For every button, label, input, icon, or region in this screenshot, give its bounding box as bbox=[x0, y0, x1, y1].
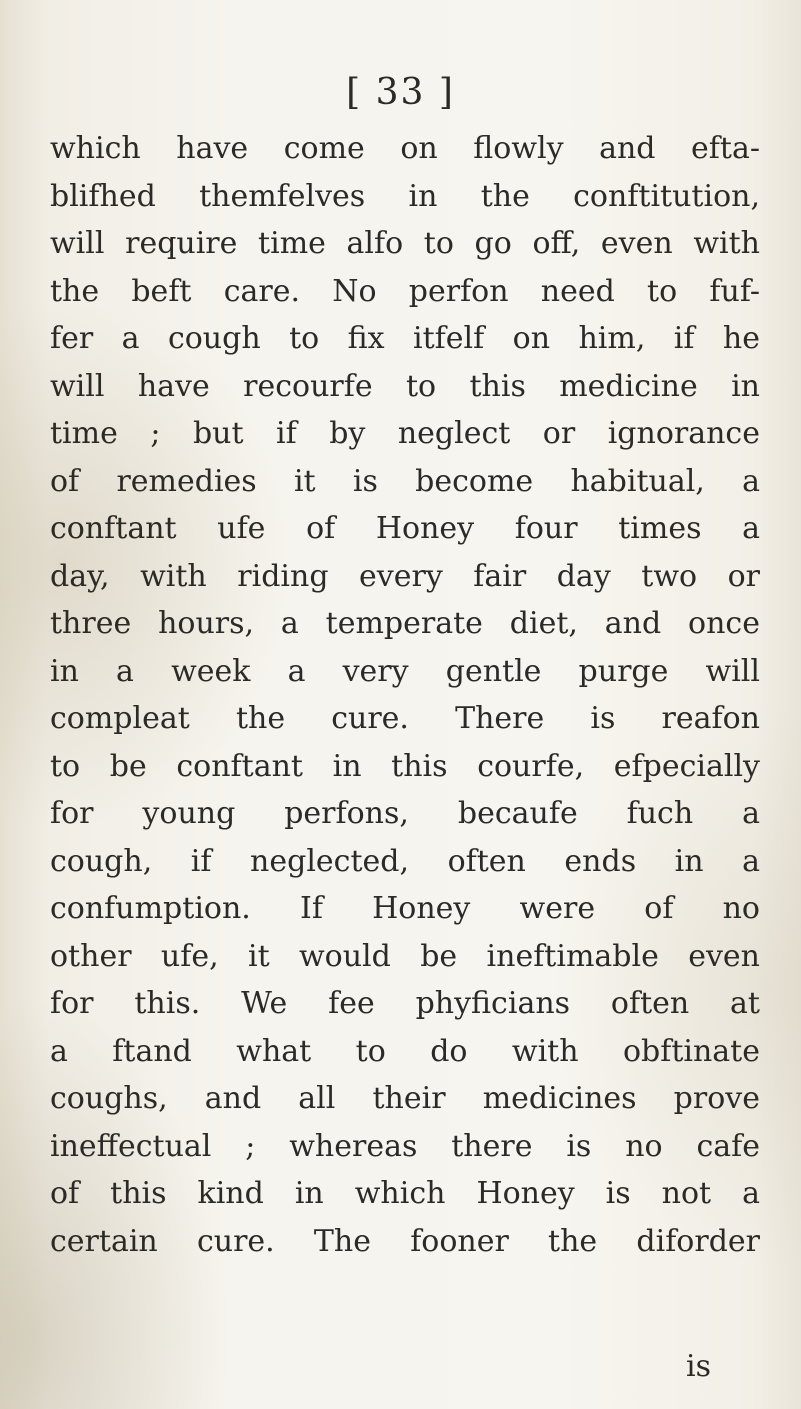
text-line: for this. We fee phyficians often at bbox=[50, 986, 760, 1021]
page-number: [ 33 ] bbox=[346, 72, 455, 113]
text-line: fer a cough to fix itfelf on him, if he bbox=[50, 321, 760, 356]
text-line: in a week a very gentle purge will bbox=[50, 653, 760, 689]
text-line: blifhed themfelves in the conftitution, bbox=[50, 178, 760, 214]
text-line: a ftand what to do with obftinate bbox=[50, 1033, 760, 1069]
text-line: will have recourfe to this medicine in bbox=[50, 368, 760, 404]
text-line: conftant ufe of Honey four times a bbox=[50, 511, 760, 546]
text-line: to be conftant in this courfe, efpecially bbox=[50, 748, 760, 784]
body-text bbox=[50, 125, 760, 1265]
text-line: will require time alfo to go off, even with bbox=[50, 226, 760, 261]
text-line: other ufe, it would be ineftimable even bbox=[50, 938, 760, 974]
text-line: certain cure. The fooner the diforder bbox=[50, 1223, 760, 1259]
text-line: of remedies it is become habitual, a bbox=[50, 463, 760, 499]
text-line: coughs, and all their medicines prove bbox=[50, 1081, 760, 1116]
text-line: for young perfons, becaufe fuch a bbox=[50, 796, 760, 831]
catchword: is bbox=[686, 1349, 711, 1384]
text-line: cough, if neglected, often ends in a bbox=[50, 843, 760, 879]
text-line: three hours, a temperate diet, and once bbox=[50, 606, 760, 641]
text-line: the beft care. No perfon need to fuf- bbox=[50, 273, 760, 309]
text-line: confumption. If Honey were of no bbox=[50, 891, 760, 926]
text-line: which have come on flowly and efta- bbox=[50, 131, 760, 166]
text-line: of this kind in which Honey is not a bbox=[50, 1176, 760, 1211]
text-line: time ; but if by neglect or ignorance bbox=[50, 416, 760, 451]
text-line: day, with riding every fair day two or bbox=[50, 558, 760, 594]
text-line: ineffectual ; whereas there is no cafe bbox=[50, 1128, 760, 1164]
text-line: compleat the cure. There is reafon bbox=[50, 701, 760, 736]
